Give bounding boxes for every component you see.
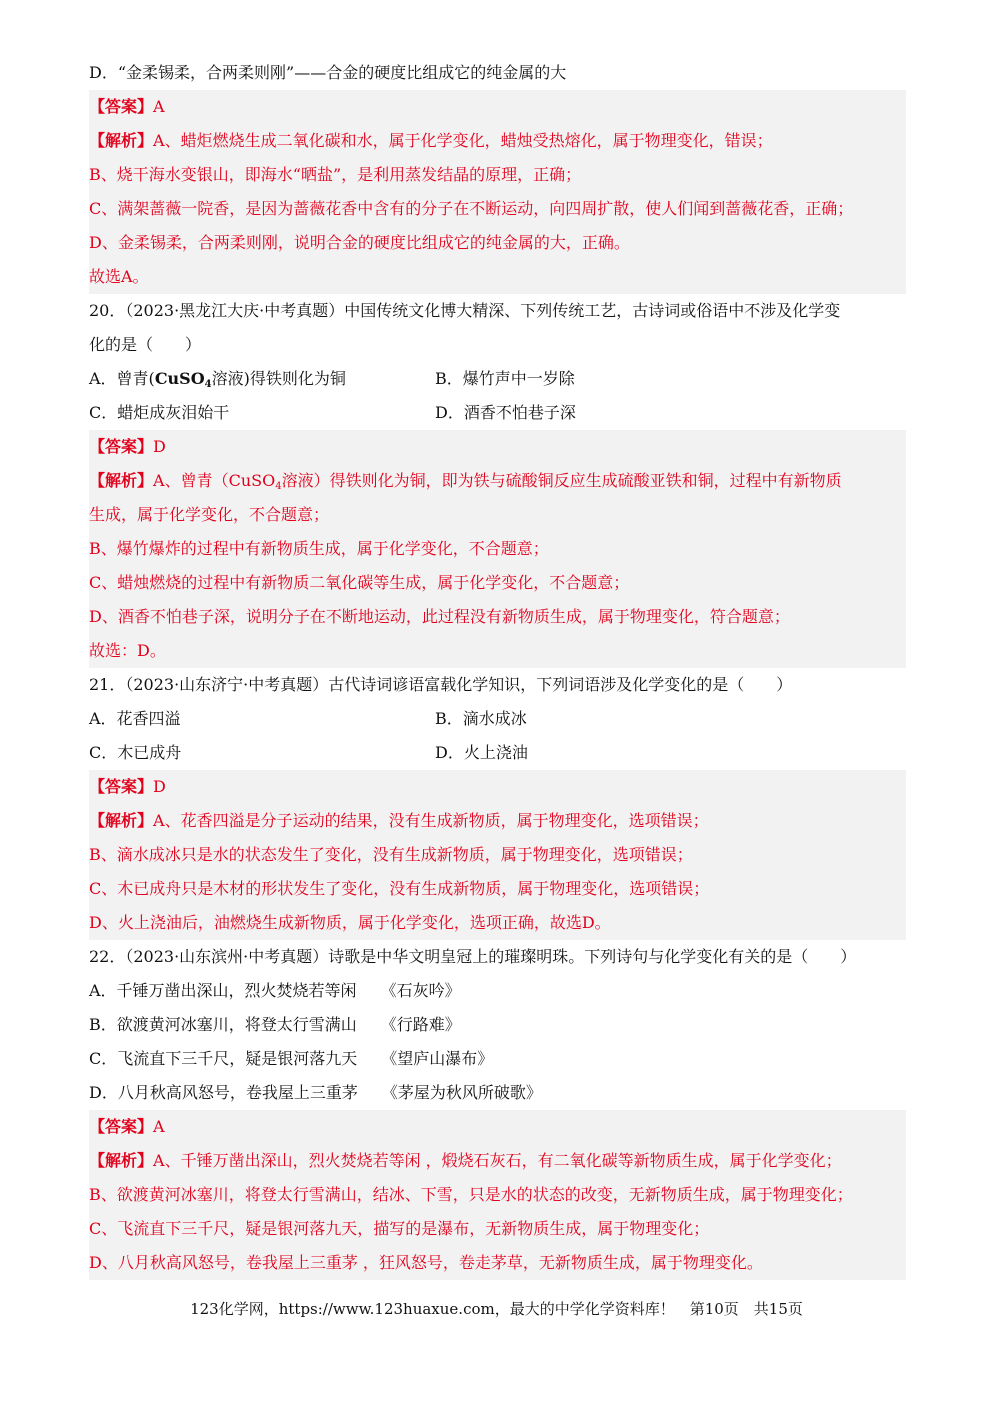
- q19-analysis-line: B、烧干海水变银山，即海水“晒盐”，是利用蒸发结晶的原理，正确；: [89, 165, 582, 184]
- q19-answer: 【答案】A: [89, 97, 165, 116]
- q22-option-b: B．欲渡黄河冰塞川，将登太行雪满山 《行路难》: [89, 1015, 461, 1034]
- q20-stem: 20．（2023·黑龙江大庆·中考真题）中国传统文化博大精深、下列传统工艺，古诗词或俗语中不涉及化学变: [89, 301, 841, 320]
- q20-answer: 【答案】D: [89, 437, 166, 456]
- q20-analysis-line: 生成，属于化学变化，不合题意；: [89, 505, 330, 524]
- q21-option-b: B．滴水成冰: [435, 709, 527, 728]
- q20-option-c: C．蜡炬成灰泪始干: [89, 403, 230, 422]
- q22-stem: 22．（2023·山东滨州·中考真题）诗歌是中华文明皇冠上的璀璨明珠。下列诗句与化学变化有关的是（ ）: [89, 947, 857, 966]
- q20-options-row: [89, 396, 906, 430]
- q19-analysis-line: D、金柔锡柔，合两柔则刚，说明合金的硬度比组成它的纯金属的大，正确。: [89, 233, 630, 252]
- q22-answer: 【答案】A: [89, 1117, 165, 1136]
- q20-analysis-line: D、酒香不怕巷子深，说明分子在不断地运动，此过程没有新物质生成，属于物理变化，符合题意；: [89, 607, 790, 626]
- q20-stem-cont: 化的是（ ）: [89, 335, 202, 354]
- q20-analysis-line: C、蜡烛燃烧的过程中有新物质二氧化碳等生成，属于化学变化，不合题意；: [89, 573, 630, 592]
- q21-analysis-line: D、火上浇油后，油燃烧生成新物质，属于化学变化，选项正确，故选D。: [89, 913, 611, 932]
- q22-analysis-line: C、飞流直下三千尺，疑是银河落九天，描写的是瀑布，无新物质生成，属于物理变化；: [89, 1219, 710, 1238]
- q21-option-a: A．花香四溢: [89, 709, 181, 728]
- q21-analysis-line: C、木已成舟只是木材的形状发生了变化，没有生成新物质，属于物理变化，选项错误；: [89, 879, 710, 898]
- q22-option-c: C．飞流直下三千尺，疑是银河落九天 《望庐山瀑布》: [89, 1049, 494, 1068]
- q22-option-d: D．八月秋高风怒号，卷我屋上三重茅 《茅屋为秋风所破歌》: [89, 1083, 542, 1102]
- q19-option-d: D．“金柔锡柔，合两柔则刚”——合金的硬度比组成它的纯金属的大: [89, 63, 567, 82]
- q20-option-d: D．酒香不怕巷子深: [435, 403, 576, 422]
- q21-answer: 【答案】D: [89, 777, 166, 796]
- q19-analysis-line: 【解析】A、蜡炬燃烧生成二氧化碳和水，属于化学变化，蜡烛受热熔化，属于物理变化，错误；: [89, 131, 773, 150]
- q21-analysis-line: 【解析】A、花香四溢是分子运动的结果，没有生成新物质，属于物理变化，选项错误；: [89, 811, 709, 830]
- q21-answer-block: [89, 770, 906, 940]
- q21-option-d: D．火上浇油: [435, 743, 528, 762]
- q21-options-row: [89, 736, 906, 770]
- q20-option-a: A．曾青(CuSO$_4$溶液)得铁则化为铜: [89, 369, 346, 390]
- q20-analysis-line: 故选：D。: [89, 641, 166, 660]
- q20-analysis-line: 【解析】A、曾青（CuSO$_4$溶液）得铁则化为铜，即为铁与硫酸铜反应生成硫酸亚铁和铜，过程中有新物质: [89, 471, 842, 492]
- q21-stem: 21．（2023·山东济宁·中考真题）古代诗词谚语富载化学知识，下列词语涉及化学变化的是（ ）: [89, 675, 793, 694]
- q20-options-row: [89, 362, 906, 396]
- q22-analysis-line: 【解析】A、千锤万凿出深山，烈火焚烧若等闲 ，煅烧石灰石，有二氧化碳等新物质生成，属于化学变化；: [89, 1151, 842, 1170]
- q22-analysis-line: B、欲渡黄河冰塞川，将登太行雪满山，结冰、下雪，只是水的状态的改变，无新物质生成，属于物理变化；: [89, 1185, 853, 1204]
- q19-analysis-line: C、满架蔷薇一院香，是因为蔷薇花香中含有的分子在不断运动，向四周扩散，使人们闻到蔷薇花香，正确；: [89, 199, 854, 218]
- q21-option-c: C．木已成舟: [89, 743, 182, 762]
- q20-analysis-line: B、爆竹爆炸的过程中有新物质生成，属于化学变化，不合题意；: [89, 539, 549, 558]
- q22-analysis-line: D、八月秋高风怒号，卷我屋上三重茅 ，狂风怒号，卷走茅草，无新物质生成，属于物理变化。: [89, 1253, 763, 1272]
- q19-analysis-line: 故选A。: [89, 267, 149, 286]
- document-page: [89, 56, 906, 1280]
- q20-answer-block: [89, 430, 906, 668]
- page-footer: 123化学网，https://www.123huaxue.com，最大的中学化学资料库！ 第10页 共15页: [190, 1300, 803, 1318]
- q21-options-row: [89, 702, 906, 736]
- q22-option-a: A．千锤万凿出深山，烈火焚烧若等闲 《石灰吟》: [89, 981, 461, 1000]
- q21-analysis-line: B、滴水成冰只是水的状态发生了变化，没有生成新物质，属于物理变化，选项错误；: [89, 845, 693, 864]
- q22-answer-block: [89, 1110, 906, 1280]
- q19-answer-block: [89, 90, 906, 294]
- q20-option-b: B．爆竹声中一岁除: [435, 369, 575, 388]
